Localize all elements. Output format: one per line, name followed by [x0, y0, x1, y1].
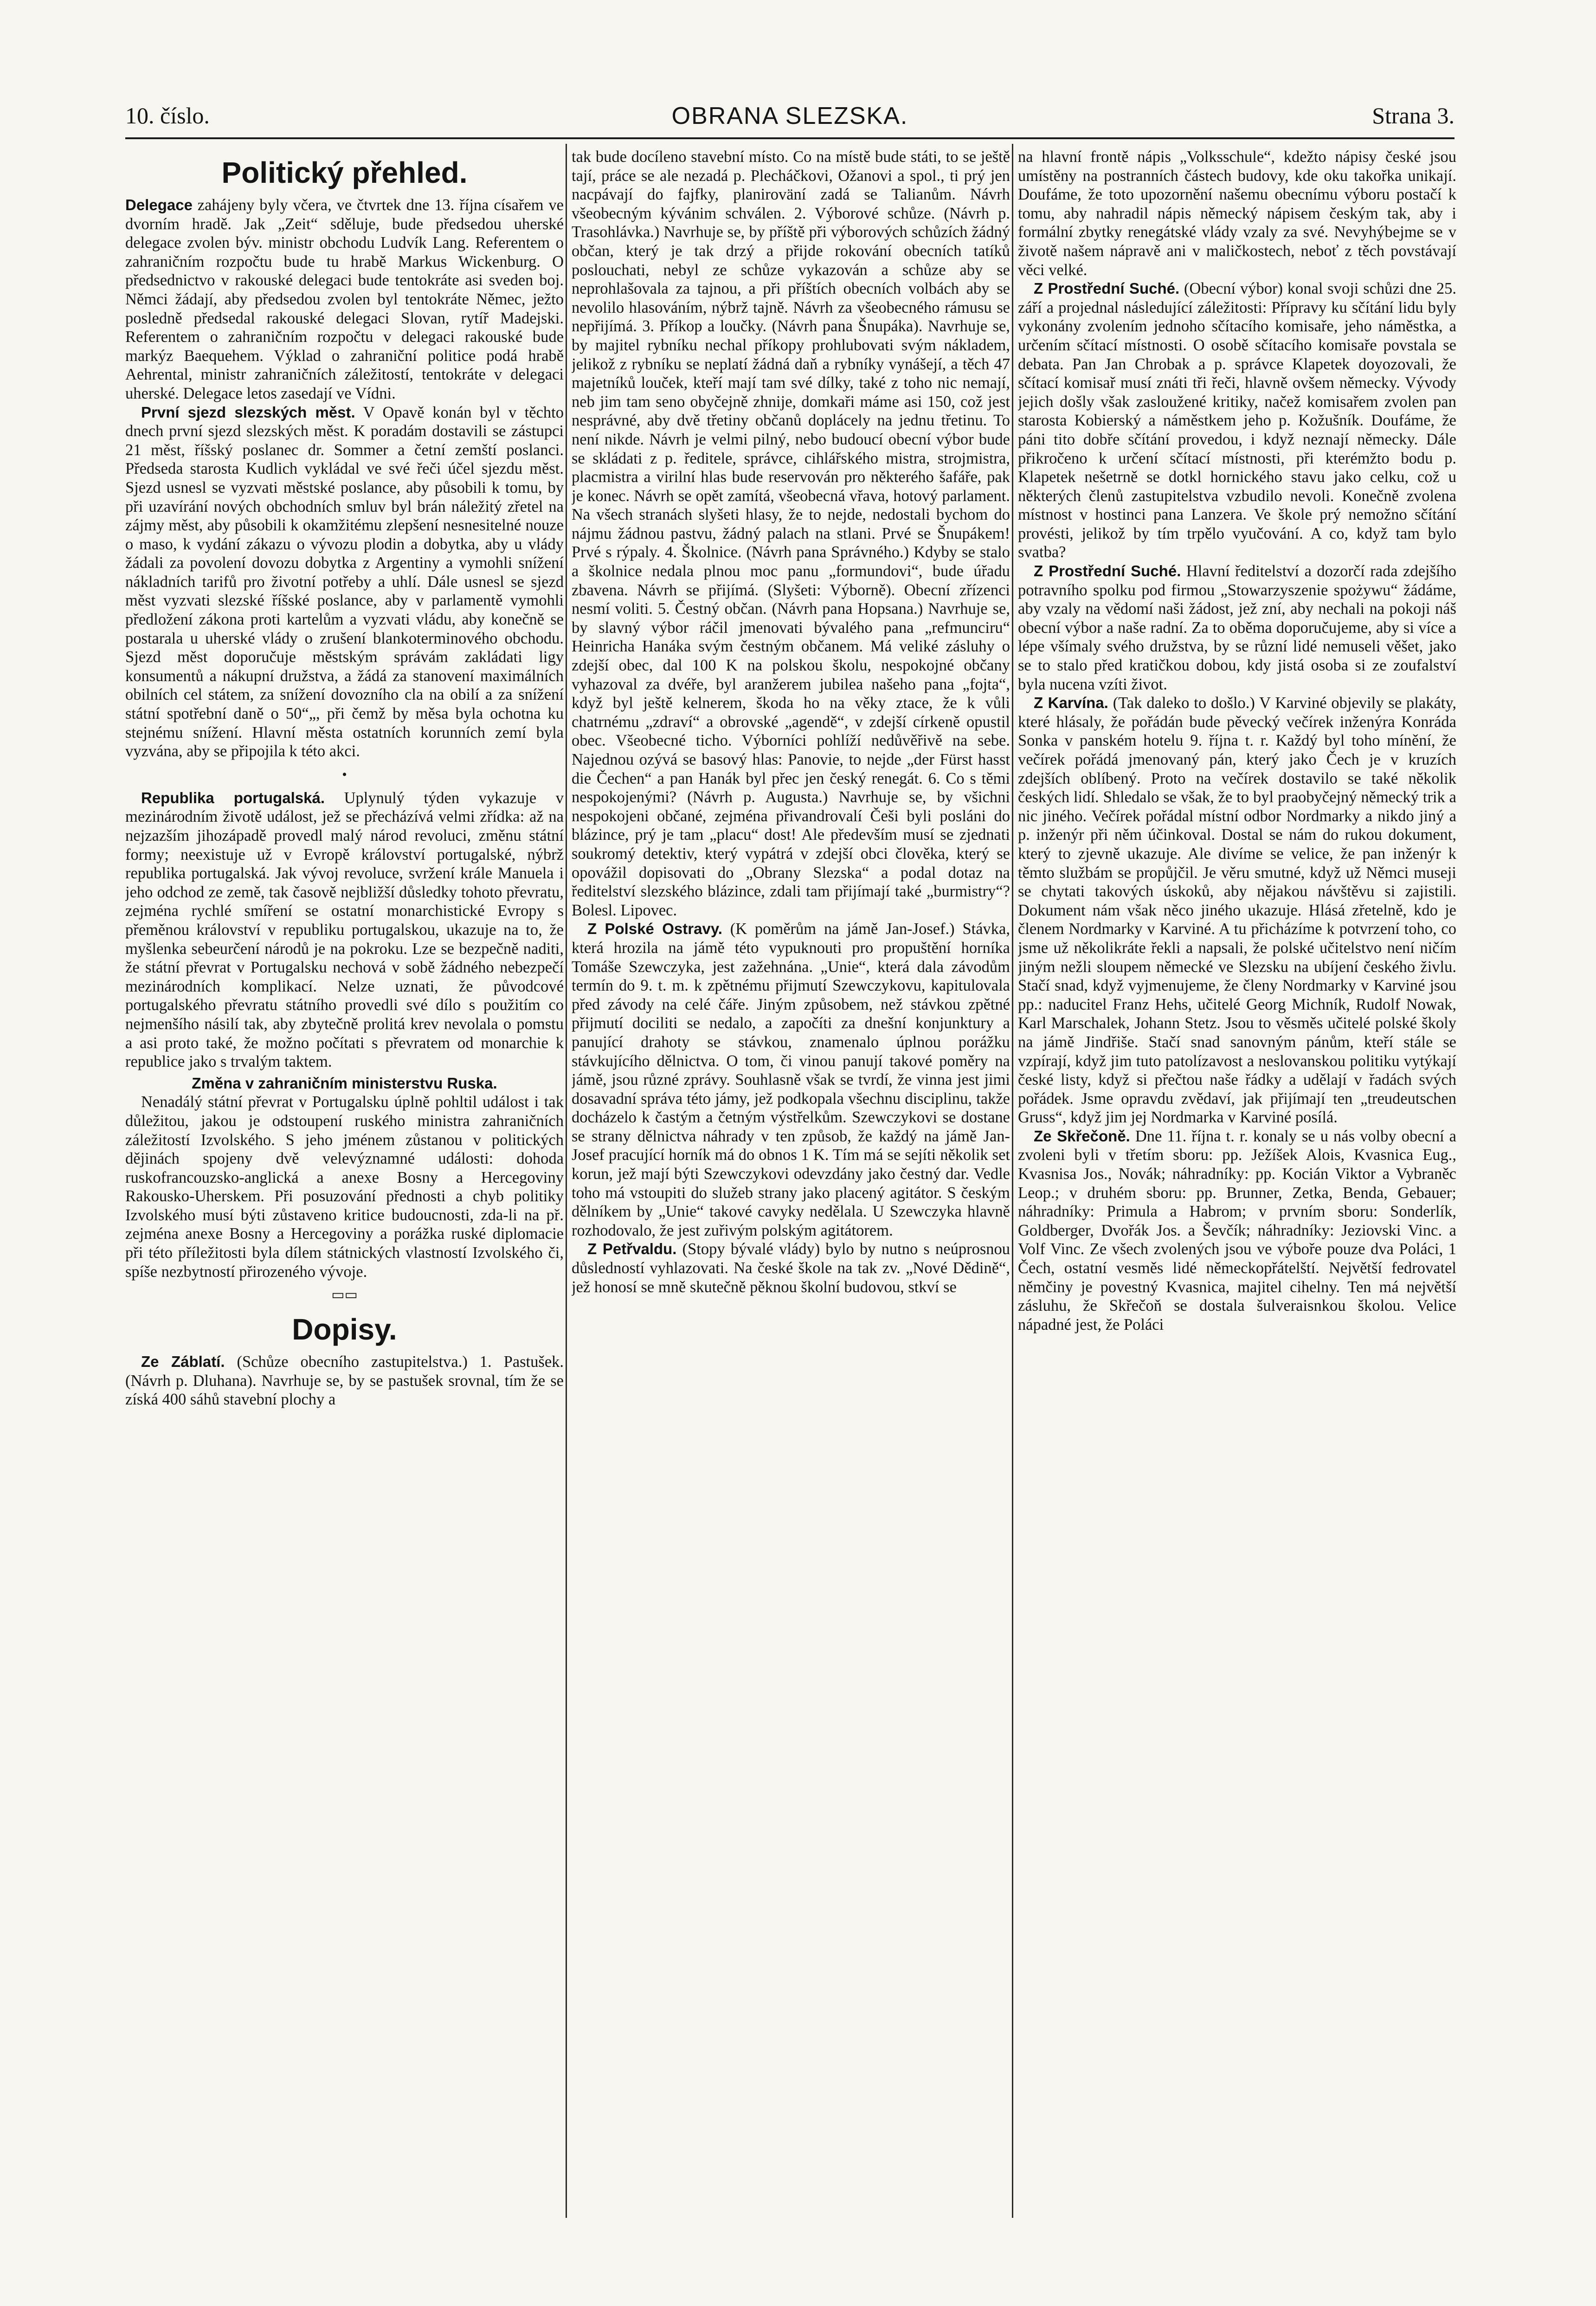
article-zablati — [125, 1353, 564, 1409]
article-petrvald — [572, 1240, 1010, 1296]
article-body: na hlavní frontě nápis „Volksschule“, kdežto nápisy české jsou umístěny na postranních částech budovy, kde oku takořka unikají. Doufáme, že toto upozornění našemu obecnímu výboru postačí k tomu, aby nahradil nápis německý nápisem českým tak, aby i formální zbytky renegátské vlády vzaly za své. Nevyhýbejme se v životě našem nápravě ani v maličkostech, neboť z těch povstávají věci velké. — [1018, 148, 1456, 279]
article-lead: Z Prostřední Suché. — [1034, 280, 1180, 297]
article-body: Hlavní ředitelství a dozorčí rada zdejšího potravního spolku pod firmou „Stowarzyszenie spożywu“ žádáme, aby vzaly na vědomí naši žádost, jež zní, aby nechali na pokoji náš obecní výbor a naše radní. Za to oběma doporučujeme, aby si více a lépe všímaly svého družstva, by se různí lidé nemuseli věšet, jako se to stalo před kratičkou dobou, kdy jistá osoba si ze zoufalství byla nucena vzíti život. — [1018, 562, 1456, 693]
article-lead: Z Polské Ostravy. — [587, 920, 722, 938]
article-body: Uplynulý týden vykazuje v mezinárodním životě událost, jež se přecházívá velmi zřídka: až na nejzazším jihozápadě provedl malý národ revoluci, změnu státní formy; neexistuje už v Evropě království portugalské, nýbrž republika portugalská. Jak vývoj revoluce, svržení krále Manuela i jeho odchod ze země, tak časově nejbližší důsledky tohoto převratu, zejména rychlé smíření se ostatní monarchistické Evropy s přeměnou království v republiku portugalskou, ukazuje na to, že myšlenka sebeurčení národů je na pokroku. Lze se bezpečně naditi, že státní převrat v Portugalsku nechová v sobě žádného nebezpečí mezinárodních komplikací. Nelze uznati, že původcové portugalského převratu státního provedli své dílo s použitím co nejmenšího násilí tak, aby zbytečně prolitá krev nevolala o pomstu a asi proto také, že možno počítati s převratem od monarchie k republice jako s trvalým taktem. — [125, 789, 564, 1071]
article-lead: Ze Záblatí. — [141, 1353, 225, 1371]
column-3 — [1018, 148, 1456, 2217]
article-lead: Z Karvína. — [1034, 694, 1108, 712]
article-karvina — [1018, 694, 1456, 1127]
article-portugal — [125, 789, 564, 1071]
section-heading-politics: Politický přehled. — [221, 156, 468, 189]
article-lead: Změna v zahraničním ministerstvu Ruska. — [192, 1074, 497, 1092]
article-russia — [125, 1093, 564, 1281]
article-lead: První sjezd slezských měst. — [141, 403, 355, 421]
page-number: Strana 3. — [1372, 103, 1454, 129]
article-body: (Tak daleko to došlo.) V Karviné objevily se plakáty, které hlásaly, že pořádán bude pěvecký večírek inženýra Konráda Sonka v panském hotelu 9. října t. r. Každý byl toho mínění, že večírek pořádá jmenovaný pán, který jako Čech je v kruzích zdejších oblíbený. Proto na večírek dostavilo se také několik českých lidí. Shledalo se však, že to byl praobyčejný německý trik a nic jiného. Večírek pořádal místní odbor Nordmarky a nikdo jiný a p. inženýr při něm účinkoval. Dostal se nám do rukou dokument, který to zjevně ukazuje. Ale divíme se velice, že pan inženýr k těmto službám se propůjčil. Je věru smutné, když už Němci museji se chytati takových úskoků, aby nějakou návštěvu si zajistili. Dokument nám však něco jiného ukazuje. Hlásá zřetelně, kdo je členem Nordmarky v Karviné. A tu přicházíme k potvrzení toho, co jsme už několikráte řekli a napsali, že polské učitelstvo není ničím jiným nežli sloupem německé ve Slezsku na ubíjení českého živlu. Stačí snad, když vyjmenujeme, že členy Nordmarky v Karviné jsou pp.: naducitel Franz Hehs, učitelé Georg Michník, Rudolf Nowak, Karl Marschalek, Johann Stetz. Jsou to věsměs učitelé polské školy na jámě Jindřiše. Stačí snad sanovným pánům, kteří stále se vzpírají, když jim tuto patolízavost a neslovanskou politiku vytýkají české listy, když si přečtou naše řádky a udělají v řadách svých pořádek. Jsme opravdu zvědaví, jak přijímají ten „treudeutschen Gruss“, když jim jej Nordmarka v Karviné posílá. — [1018, 694, 1456, 1127]
article-body: tak bude docíleno stavební místo. Co na místě bude státi, to se ještě tají, práce se ale nezadá p. Plecháčkovi, Ožanovi a spol., ti prý jen nacpávají do fajfky, planiroväní zadá se Talianům. Návrh všeobecným kývánim schválen. 2. Výborové schůze. (Návrh p. Trasohlávka.) Navrhuje se, by příště při výborových schůzích žádný občan, který je tak drzý a přijde rokování obecních tatíků poslouchati, nebyl ze schůze vykazován a schůze aby se neprohlašovala za tajnou, a při příštích obecních volbách aby se nevolilo hlasováním, nýbrž tajně. Návrh za všeobecného rámusu se nepřijímá. 3. Příkop a loučky. (Návrh pana Šnupáka). Navrhuje se, by majitel rybníku nechal příkopy prohlubovati svým nákladem, jelikož z rybníku se neplatí žádná daň a rybníky vynášejí, a těch 47 majetníků louček, kteří mají tam své dílky, také z toho nic nemají, neb jim tam seno obyčejně zhnije, domkaři máme asi 150, což jest nesprávné, aby dvě třetiny občanů doplácely na jednu třetinu. To není nikde. Návrh je velmi pilný, nebo budoucí obecní výbor bude se skládati z p. ředitele, správce, cihlářského mistra, strojmistra, placmistra a virilní hlas bude reservován pro některého šafáře, pak je konec. Návrh se opět zamítá, všeobecná vřava, hotový parlament. Na všech stranách slyšeti hlasy, že to nejde, nedostali bychom do nájmu žádnou pastvu, žádný palach na stlani. Prvé se Šnupákem! Prvé s rýpaly. 4. Školnice. (Návrh pana Správného.) Kdyby se stalo a školnice nedala plnou moc panu „formundovi“, bude úřadu zbavena. Návrh se přijímá. (Slyšeti: Výborně). Obecní zřízenci nesmí voliti. 5. Čestný občan. (Návrh pana Hopsana.) Navrhuje se, by slavný výbor ráčil jmenovati bývalého pana „refmunciru“ Heinricha Hanáka svým čestným občanem. Má veliké zásluhy o zdejší obec, dal 100 K na polskou školu, nespokojné občany vyhazoval za dvéře, byl aranžerem jubilea našeho pana „fojta“, když byl ještě kelnerem, škoda ho na věky ztace, že k vůli chatrnému „zdraví“ a obrovské „agendě“, v zdejší církeně opustil obec. Všeobecné ticho. Výborníci pohlíží nedůvěřivě na sebe. Najednou ozývá se basový hlas: Panovie, to nejde „der Fürst hasst die Čechen“ a pan Hanák byl přec jen český renegát. 6. Co s těmi nespokojenými? (Návrh p. Augusta.) Navrhuje se, by všichni nespokojeni občané, zejména přivandrovalí Češi byli posláni do blázince, prý je tam „placu“ dost! Ale především musí se zjednati soukromý detektiv, který vypátrá v zdejší obci člověka, který se opovážil dopisovati do „Obrany Slezska“ a podal dotaz na ředitelství slezského blázince, zdali tam přijímají také „burmistry“? Bolesl. Lipovec. — [572, 148, 1010, 919]
header-rule — [125, 137, 1454, 139]
newspaper-title: OBRANA SLEZSKA. — [671, 103, 908, 129]
article-lead: Delegace — [125, 196, 193, 213]
article-body: V Opavě konán byl v těchto dnech první sjezd slezských měst. K poradám dostavili se zástupci 21 měst, říšský poslanec dr. Sommer a četní zemští poslanci. Předseda starosta Kudlich vykládal ve své řeči účel sjezdu měst. Sjezd usnesl se vyzvati městské poslance, aby působili k tomu, by při uzavírání nových obchodních smluv byl brán náležitý zřetel na zájmy měst, aby působili k okamžitému zlepšení nesnesitelné nouze o maso, k vydání zákazu o vývozu plodin a dobytka, aby u vlády žádali za povolení dovozu dobytka z Argentiny a vymohli snížení nákladních tarifů pro životní potřeby a uhlí. Dále usnesl se sjezd měst vyzvati slezské říšské poslance, aby v parlamentě vymohli předložení zákona proti kartelům a vyzvati vládu, aby konečně se postarala u uherské vlády o zrušení blankoterminového obchodu. Sjezd měst doporučuje městským správám zakládati ligy konsumentů a nákupní družstva, a žádá za stanovení maximálních obilních cel státem, za snížení dovozního cla na obilí a za snížení státní spotřební daně o 50“„, při čemž by měsa byla ochotna ku stejnému snížení. Hlavní města ostatních korunních zemí byla vyzvána, aby se připojila k této akci. — [125, 403, 564, 760]
column-divider-1 — [566, 144, 567, 2218]
article-suche-1 — [1018, 279, 1456, 562]
article-suche-2 — [1018, 562, 1456, 694]
article-lead: Z Petřvaldu. — [587, 1240, 677, 1258]
article-petrvald-cont — [1018, 148, 1456, 279]
article-delegace — [125, 196, 564, 403]
article-body: (Obecní výbor) konal svoji schůzi dne 25. září a projednal následující záležitosti: Přípravy ku sčítání lidu byly vykonány zvolením jednoho sčítacího komisaře, jeho náměstka, a určením sčítací místnosti. O osobě sčítacího komisaře povstala se debata. Pan Jan Chrobak a p. správce Klapetek doyozovali, že sčítací komisař musí znáti tři řeči, hlavně ovšem německy. Vývody jejich došly však zasloužené kritiky, načež komisařem zvolen pan starosta Kobierský a náměstkem jeho p. Kožušník. Doufáme, že páni tito dobře sčítání provedou, i když neznají německy. Dále přikročeno k určení sčítací místnosti, při kterémžto bodu p. Klapetek nešetrně se dotkl hornického stavu jako celku, což u některých členů zastupitelstva vzbudilo nevoli. Konečně zvolena místnost v hostinci pana Lanzera. Ve škole prý nemožno sčítání provésti, jelikož by tím trpělo vyučování. A co, když tam bylo svatba? — [1018, 280, 1456, 561]
article-body: (Stopy bývalé vlády) bylo by nutno s neúprosnou důsledností vyhlazovati. Na české škole na tak zv. „Nové Dědině“, jež honosí se mně skutečně pěknou školní budovou, stkví se — [572, 1240, 1010, 1296]
article-body: Dne 11. října t. r. konaly se u nás volby obecní a zvoleni byli v třetím sboru: pp. Ježíšek Alois, Kvasnica Eug., Kvasnisa Jos., Novák; náhradníky: pp. Kocián Viktor a Vybraněc Leop.; v druhém sboru: pp. Brunner, Zetka, Benda, Gebauer; náhradníky: Primula a Habrom; v prvním sboru: Sonderlík, Goldberger, Dvořák Jos. a Ševčík; náhradníky: Jeziovski Vinc. a Volf Vinc. Ze všech zvolených jsou ve výboře pouze dva Poláci, 1 Čech, ostatní vesměs lidé německopřátelští. Největší fedrovatel němčiny je povestný Kvasnica, majitel cihelny. Ten má největší zásluhu, že Skřečoň se dostala šulveraisnkou školou. Velice nápadné jest, že Poláci — [1018, 1127, 1456, 1333]
article-body: Nenadálý státní převrat v Portugalsku úplně pohltil událost i tak důležitou, jakou je odstoupení ruského ministra zahraničních záležitostí Izvolského. S jeho jménem zůstanou v politických dějinách spojeny dvě velevýznamné události: dohoda ruskofrancouzsko-anglická a anexe Bosny a Hercegoviny Rakousko-Uherskem. Při posuzování přednosti a chyb politiky Izvolského musí býti zůstaveno kritice budoucnosti, zda-li na př. zejména anexe Bosny a Hercegoviny a porážka ruské diplomacie při této příležitosti byla dílem státnických vlastností Izvolského či, spíše nezbytností přirozeného vývoje. — [125, 1093, 564, 1281]
separator: ▭▭ — [331, 1287, 358, 1303]
article-title — [125, 1074, 564, 1093]
column-1 — [125, 148, 564, 2217]
section-heading-letters: Dopisy. — [292, 1313, 397, 1346]
article-sjezd-mest — [125, 403, 564, 761]
separator: • — [342, 767, 347, 782]
article-lead: Z Prostřední Suché. — [1034, 562, 1181, 580]
issue-number: 10. číslo. — [125, 103, 210, 129]
article-lead: Republika portugalská. — [141, 789, 325, 806]
article-body: (K poměrům na jámě Jan-Josef.) Stávka, která hrozila na jámě této vypuknouti pro propuštění horníka Tomáše Szewczyka, jest zažehnána. „Unie“, která dala závodům termín do 9. t. m. k zpětnému přijmutí Szewczykovu, kapitulovala před závody na celé čáře. Jiným způsobem, než stávkou zpětné přijmutí dociliti se nedalo, a započíti za dnešní konjunktury a panující drahoty se stávkou, znamenalo úplnou porážku stávkujícího dělnictva. O tom, či vinou panují takové poměry na jámě, jsou různé zprávy. Souhlasně však se tvrdí, že vinna jest jimi dosavadní správa této jámy, jež podkopala všechnu disciplinu, takže docházelo k častým a četným výstřelkům. Szewczykovi se dostane se strany dělnictva náhrady v ten způsob, že každý na jámě Jan-Josef pracující horník má do obnos 1 K. Tím má se sejíti několik set korun, jež mají býti Szewczykovi odevzdány jako čestný dar. Vedle toho má vstoupiti do služeb strany jako placený agitátor. S českým dělníkem by „Unie“ takové cavyky nedělala. U Szewczyka hlavně rozhodovalo, že jest zuřivým polským agitátorem. — [572, 920, 1010, 1239]
column-divider-2 — [1012, 144, 1013, 2218]
article-skrecon — [1018, 1127, 1456, 1334]
article-lead: Ze Skřečoně. — [1034, 1127, 1130, 1145]
article-zablati-cont — [572, 148, 1010, 920]
article-polska-ostrava — [572, 920, 1010, 1240]
article-body: (Schůze obecního zastupitelstva.) 1. Pastušek. (Návrh p. Dluhana). Navrhuje se, by se pastušek srovnal, tím že se získá 400 sáhů stavební plochy a — [125, 1353, 564, 1409]
article-body: zahájeny byly včera, ve čtvrtek dne 13. října císařem ve dvorním hradě. Jak „Zeit“ sděluje, bude předsedou uherské delegace zvolen býv. ministr obchodu Ludvík Lang. Referentem o zahraničním rozpočtu bude tu hrabě Markus Wickenburg. O předsednictvo v rakouské delegaci bude tentokráte asi sveden boj. Němci žádají, aby předsedou zvolen byl tentokráte Němec, ježto posledně předsedal rakouské delegaci Slovan, rytíř Madejski. Referentem o zahraničním rozpočtu v delegaci rakouské bude markýz Baequehem. Výklad o zahraniční politice podá hrabě Aehrental, ministr zahraničních záležitostí, tentokráte v delegaci uherské. Delegace letos zasedají ve Vídni. — [125, 196, 564, 402]
page-header — [125, 102, 1454, 135]
column-2 — [572, 148, 1010, 2217]
